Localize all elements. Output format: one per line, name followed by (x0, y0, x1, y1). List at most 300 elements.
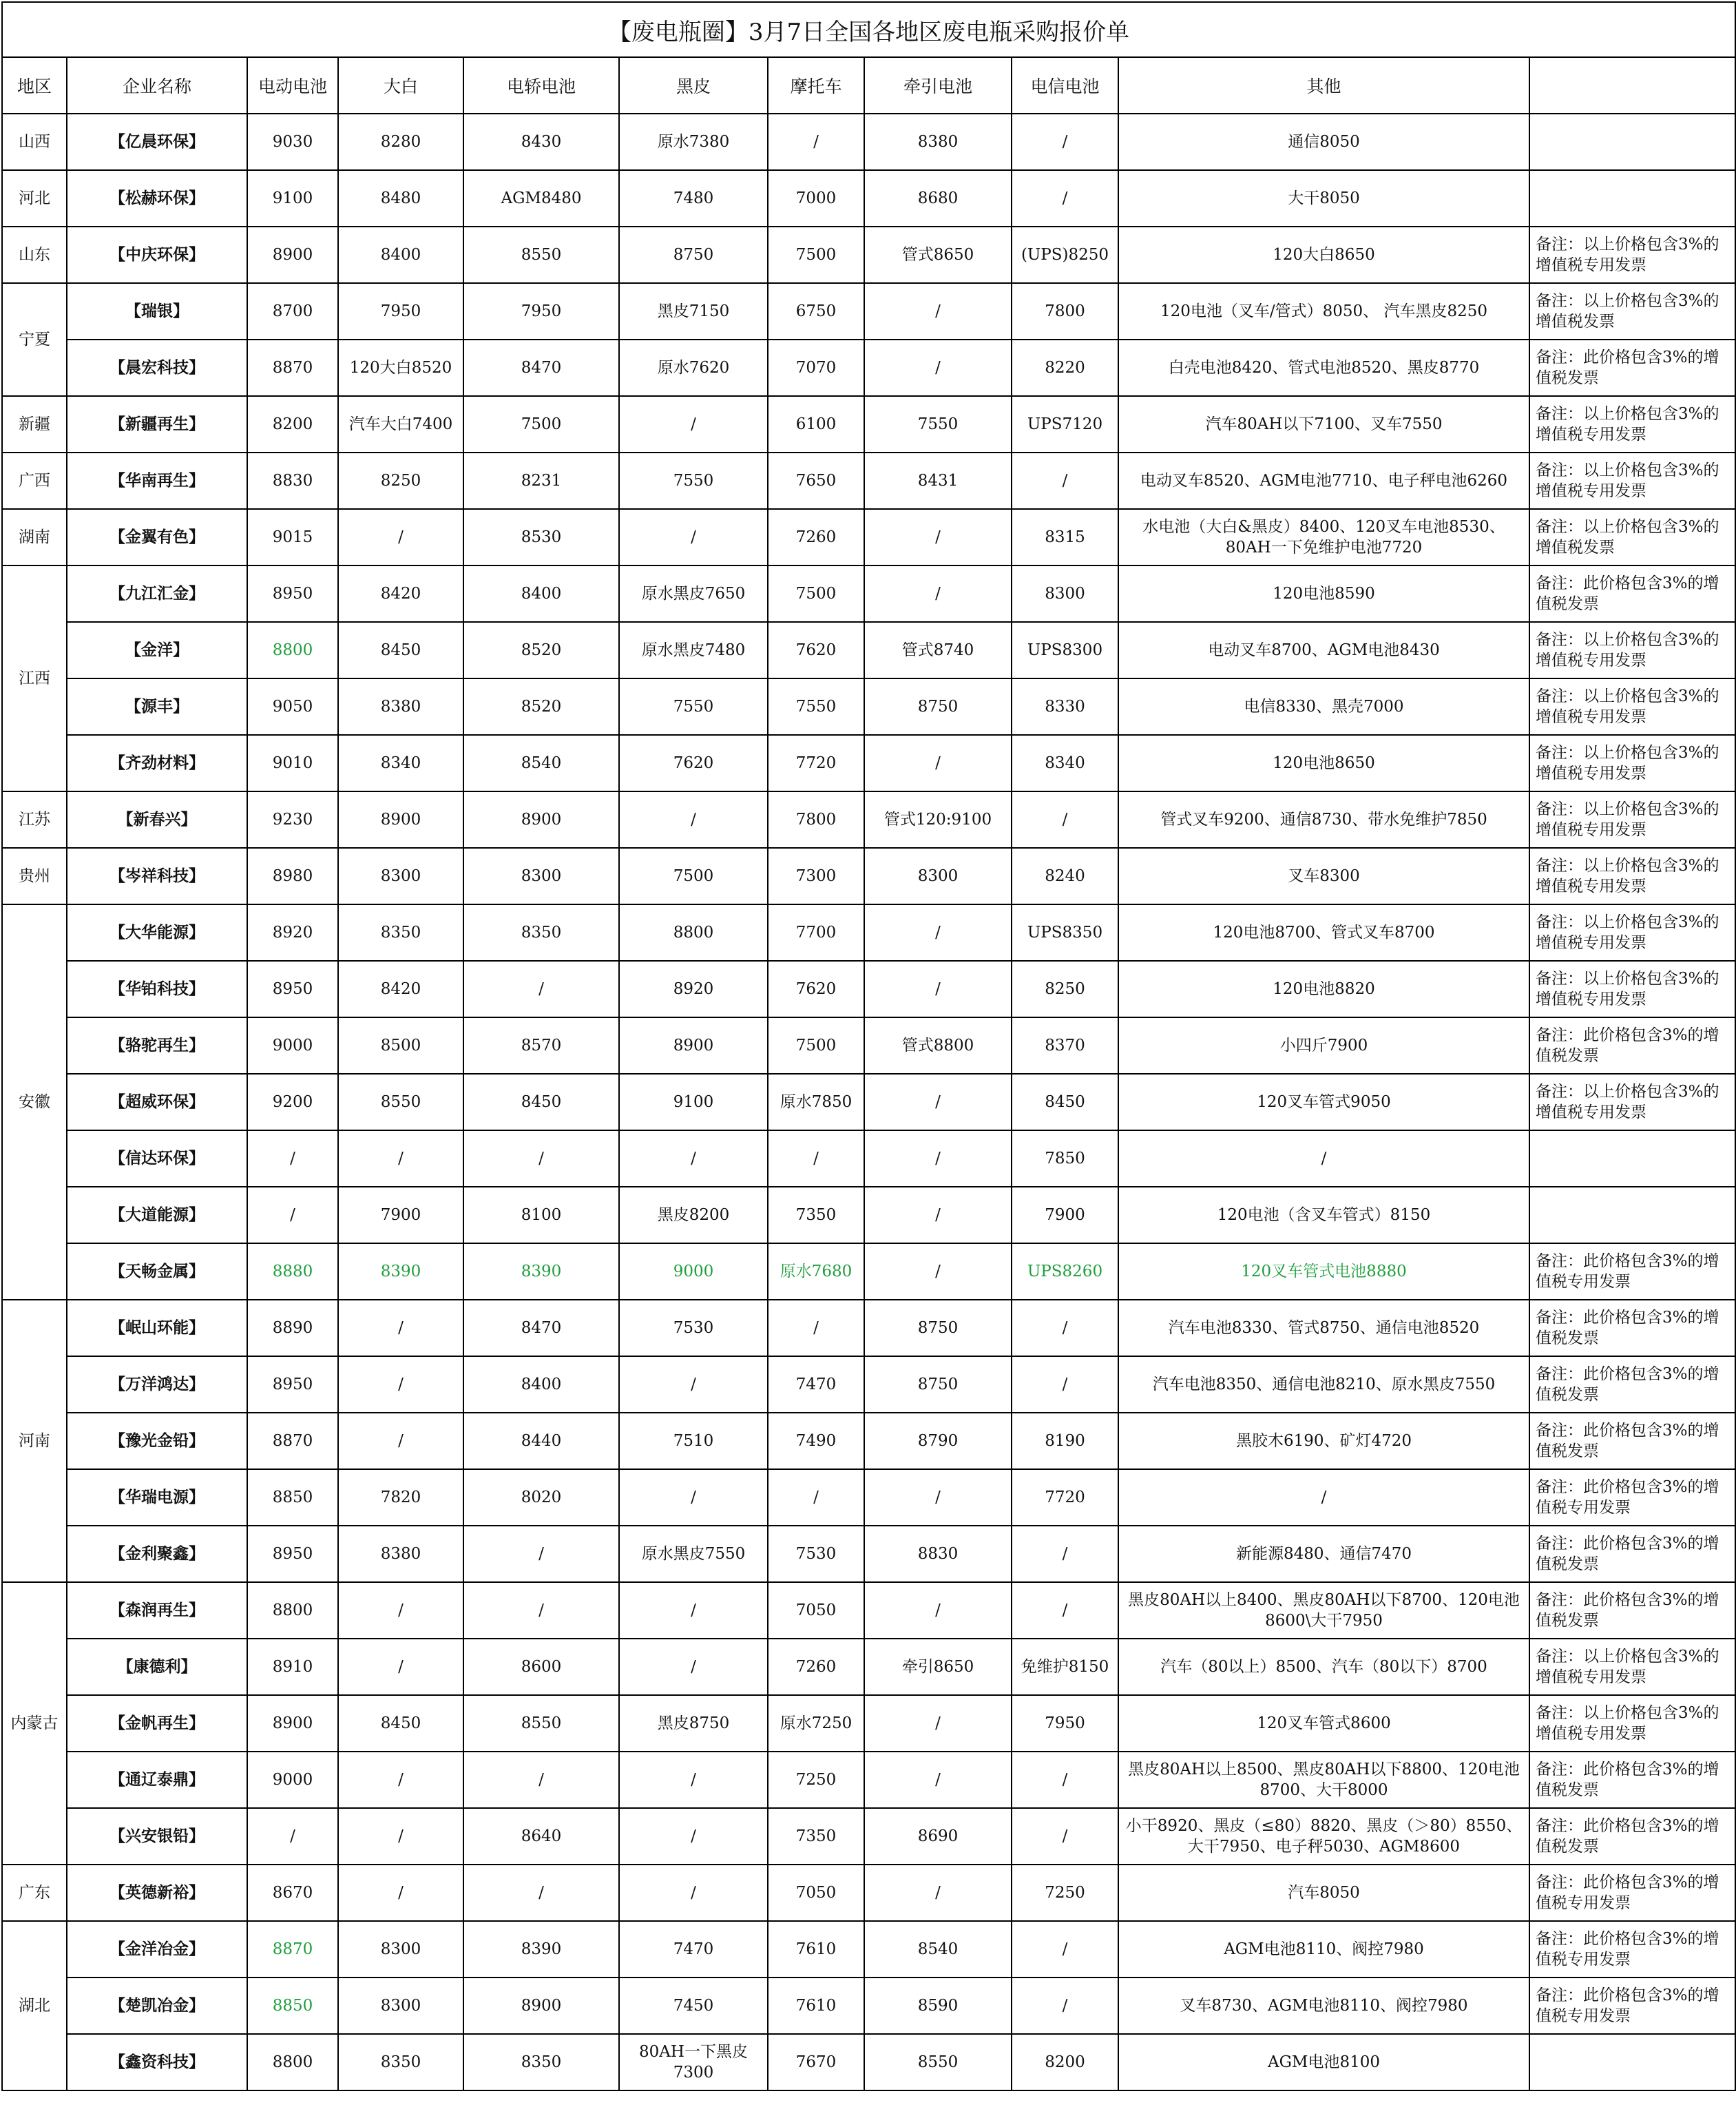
price-ev-battery: 8670 (247, 1865, 338, 1921)
note-cell: 备注：此价格包含3%的增值税发票 (1529, 565, 1735, 622)
price-white-shell: / (338, 1865, 463, 1921)
price-white-shell: 8390 (338, 1243, 463, 1300)
price-white-shell: 8500 (338, 1017, 463, 1074)
price-other: AGM电池8110、阀控7980 (1118, 1921, 1529, 1978)
price-ev-battery: 8800 (247, 2034, 338, 2090)
price-telecom-battery: 7950 (1012, 1695, 1118, 1752)
note-cell: 备注：此价格包含3%的增值税发票 (1529, 1017, 1735, 1074)
price-car-battery: 8600 (463, 1639, 619, 1695)
price-traction-battery: / (864, 1469, 1012, 1526)
company-name: 【豫光金铅】 (67, 1413, 247, 1469)
price-telecom-battery: (UPS)8250 (1012, 227, 1118, 283)
price-car-battery: / (463, 961, 619, 1017)
price-telecom-battery: 8330 (1012, 678, 1118, 735)
region-cell: 山西 (2, 114, 67, 170)
price-other: 大干8050 (1118, 170, 1529, 227)
price-traction-battery: / (864, 1187, 1012, 1243)
region-cell: 江西 (2, 565, 67, 791)
price-other: 小干8920、黑皮（≤80）8820、黑皮（＞80）8550、大干7950、电子秤5030、AGM8600 (1118, 1808, 1529, 1865)
price-ev-battery: 8950 (247, 1526, 338, 1582)
price-ev-battery: 9100 (247, 170, 338, 227)
price-motorcycle: 7610 (768, 1978, 864, 2034)
price-table (1, 1, 1736, 2091)
price-motorcycle: 7800 (768, 791, 864, 848)
company-name: 【金洋】 (67, 622, 247, 678)
company-name: 【信达环保】 (67, 1130, 247, 1187)
region-cell: 宁夏 (2, 283, 67, 396)
price-telecom-battery: 7800 (1012, 283, 1118, 340)
price-traction-battery: 8750 (864, 1356, 1012, 1413)
price-other: 汽车8050 (1118, 1865, 1529, 1921)
price-car-battery: 8550 (463, 227, 619, 283)
price-traction-battery: / (864, 509, 1012, 565)
price-motorcycle: 7490 (768, 1413, 864, 1469)
price-other: AGM电池8100 (1118, 2034, 1529, 2090)
company-name: 【楚凯冶金】 (67, 1978, 247, 2034)
company-name: 【齐劲材料】 (67, 735, 247, 791)
price-white-shell: 8250 (338, 453, 463, 509)
header-note (1529, 57, 1735, 114)
price-car-battery: 8470 (463, 1300, 619, 1356)
price-other: 汽车80AH以下7100、叉车7550 (1118, 396, 1529, 453)
price-ev-battery: 8950 (247, 1356, 338, 1413)
price-traction-battery: / (864, 340, 1012, 396)
price-motorcycle: 7000 (768, 170, 864, 227)
price-car-battery: / (463, 1752, 619, 1808)
header-motorcycle: 摩托车 (768, 57, 864, 114)
table-row (2, 1300, 1735, 1356)
price-car-battery: 8390 (463, 1243, 619, 1300)
price-traction-battery: / (864, 1243, 1012, 1300)
price-traction-battery: 8790 (864, 1413, 1012, 1469)
price-black-shell: / (619, 1865, 768, 1921)
price-other: 电动叉车8520、AGM电池7710、电子秤电池6260 (1118, 453, 1529, 509)
price-black-shell: / (619, 396, 768, 453)
price-black-shell: 7450 (619, 1978, 768, 2034)
company-name: 【华铂科技】 (67, 961, 247, 1017)
price-traction-battery: / (864, 1752, 1012, 1808)
price-black-shell: 9000 (619, 1243, 768, 1300)
price-traction-battery: / (864, 1582, 1012, 1639)
price-white-shell: / (338, 509, 463, 565)
price-black-shell: / (619, 1356, 768, 1413)
company-name: 【亿晨环保】 (67, 114, 247, 170)
company-name: 【金洋冶金】 (67, 1921, 247, 1978)
price-traction-battery: 8540 (864, 1921, 1012, 1978)
price-white-shell: / (338, 1808, 463, 1865)
price-white-shell: / (338, 1639, 463, 1695)
company-name: 【兴安银铅】 (67, 1808, 247, 1865)
price-white-shell: 8300 (338, 1921, 463, 1978)
price-black-shell: 7550 (619, 678, 768, 735)
price-car-battery: 8470 (463, 340, 619, 396)
company-name: 【瑞银】 (67, 283, 247, 340)
price-ev-battery: 8870 (247, 340, 338, 396)
table-row (2, 283, 1735, 340)
price-ev-battery: 8800 (247, 1582, 338, 1639)
price-other: 120大白8650 (1118, 227, 1529, 283)
region-cell: 广东 (2, 1865, 67, 1921)
price-ev-battery: 8980 (247, 848, 338, 904)
price-telecom-battery: / (1012, 1978, 1118, 2034)
price-other: 120电池8650 (1118, 735, 1529, 791)
table-row (2, 1978, 1735, 2034)
price-white-shell: 8450 (338, 1695, 463, 1752)
table-row (2, 1074, 1735, 1130)
company-name: 【岑祥科技】 (67, 848, 247, 904)
price-motorcycle: 7500 (768, 1017, 864, 1074)
price-motorcycle: 7610 (768, 1921, 864, 1978)
price-black-shell: 原水7380 (619, 114, 768, 170)
note-cell: 备注：此价格包含3%的增值税发票 (1529, 1526, 1735, 1582)
price-traction-battery: / (864, 565, 1012, 622)
price-other: 汽车电池8330、管式8750、通信电池8520 (1118, 1300, 1529, 1356)
price-car-battery: / (463, 1865, 619, 1921)
price-car-battery: 8540 (463, 735, 619, 791)
price-black-shell: 7530 (619, 1300, 768, 1356)
price-white-shell: 7950 (338, 283, 463, 340)
price-motorcycle: 7260 (768, 509, 864, 565)
table-row (2, 1526, 1735, 1582)
note-cell: 备注：此价格包含3%的增值税专用发票 (1529, 1921, 1735, 1978)
price-traction-battery: 牵引8650 (864, 1639, 1012, 1695)
price-traction-battery: 8550 (864, 2034, 1012, 2090)
table-row (2, 340, 1735, 396)
price-telecom-battery: / (1012, 1752, 1118, 1808)
price-telecom-battery: UPS8300 (1012, 622, 1118, 678)
header-company: 企业名称 (67, 57, 247, 114)
price-car-battery: / (463, 1130, 619, 1187)
company-name: 【鑫资科技】 (67, 2034, 247, 2090)
note-cell: 备注：以上价格包含3%的增值税专用发票 (1529, 1074, 1735, 1130)
price-other: / (1118, 1469, 1529, 1526)
price-traction-battery: 8690 (864, 1808, 1012, 1865)
table-row (2, 1017, 1735, 1074)
price-telecom-battery: / (1012, 114, 1118, 170)
price-telecom-battery: / (1012, 453, 1118, 509)
table-row (2, 904, 1735, 961)
price-white-shell: / (338, 1413, 463, 1469)
price-telecom-battery: / (1012, 791, 1118, 848)
price-traction-battery: / (864, 1074, 1012, 1130)
company-name: 【英德新裕】 (67, 1865, 247, 1921)
price-motorcycle: 7650 (768, 453, 864, 509)
price-motorcycle: 7350 (768, 1808, 864, 1865)
price-other: 汽车（80以上）8500、汽车（80以下）8700 (1118, 1639, 1529, 1695)
company-name: 【万洋鸿达】 (67, 1356, 247, 1413)
price-traction-battery: 8380 (864, 114, 1012, 170)
note-cell (1529, 114, 1735, 170)
price-car-battery: 8350 (463, 2034, 619, 2090)
price-black-shell: / (619, 791, 768, 848)
price-ev-battery: 8870 (247, 1413, 338, 1469)
price-motorcycle: 7620 (768, 622, 864, 678)
note-cell: 备注：此价格包含3%的增值税专用发票 (1529, 1243, 1735, 1300)
note-cell: 备注：以上价格包含3%的增值税发票 (1529, 509, 1735, 565)
price-traction-battery: / (864, 1130, 1012, 1187)
price-car-battery: 8350 (463, 904, 619, 961)
price-telecom-battery: / (1012, 1582, 1118, 1639)
table-row (2, 170, 1735, 227)
region-cell: 湖北 (2, 1921, 67, 2090)
price-other: 黑皮80AH以上8500、黑皮80AH以下8800、120电池8700、大干8000 (1118, 1752, 1529, 1808)
price-motorcycle: 7250 (768, 1752, 864, 1808)
price-car-battery: 8530 (463, 509, 619, 565)
table-row (2, 848, 1735, 904)
note-cell: 备注：以上价格包含3%的增值税专用发票 (1529, 791, 1735, 848)
price-telecom-battery: 8220 (1012, 340, 1118, 396)
region-cell: 安徽 (2, 904, 67, 1300)
price-telecom-battery: / (1012, 1300, 1118, 1356)
price-black-shell: / (619, 509, 768, 565)
price-white-shell: 8400 (338, 227, 463, 283)
price-black-shell: / (619, 1469, 768, 1526)
price-motorcycle: 7500 (768, 565, 864, 622)
price-white-shell: 8420 (338, 961, 463, 1017)
table-row (2, 565, 1735, 622)
price-ev-battery: 9000 (247, 1017, 338, 1074)
price-other: 叉车8300 (1118, 848, 1529, 904)
price-other: 通信8050 (1118, 114, 1529, 170)
region-cell: 河北 (2, 170, 67, 227)
price-motorcycle: 7070 (768, 340, 864, 396)
company-name: 【康德利】 (67, 1639, 247, 1695)
price-traction-battery: / (864, 1695, 1012, 1752)
price-ev-battery: 9015 (247, 509, 338, 565)
price-motorcycle: / (768, 114, 864, 170)
price-other: 新能源8480、通信7470 (1118, 1526, 1529, 1582)
price-white-shell: / (338, 1300, 463, 1356)
price-telecom-battery: 8315 (1012, 509, 1118, 565)
note-cell: 备注：此价格包含3%的增值税发票 (1529, 1300, 1735, 1356)
region-cell: 贵州 (2, 848, 67, 904)
price-car-battery: AGM8480 (463, 170, 619, 227)
table-row (2, 1639, 1735, 1695)
note-cell: 备注：以上价格包含3%的增值税专用发票 (1529, 1639, 1735, 1695)
note-cell: 备注：此价格包含3%的增值税发票 (1529, 1808, 1735, 1865)
price-black-shell: 9100 (619, 1074, 768, 1130)
price-traction-battery: 8300 (864, 848, 1012, 904)
price-motorcycle: 7550 (768, 678, 864, 735)
price-black-shell: 原水黑皮7550 (619, 1526, 768, 1582)
company-name: 【金利聚鑫】 (67, 1526, 247, 1582)
price-white-shell: 120大白8520 (338, 340, 463, 396)
price-white-shell: / (338, 1752, 463, 1808)
header-black-shell: 黑皮 (619, 57, 768, 114)
price-ev-battery: 9000 (247, 1752, 338, 1808)
price-other: 120电池（叉车/管式）8050、 汽车黑皮8250 (1118, 283, 1529, 340)
note-cell: 备注：以上价格包含3%的增值税专用发票 (1529, 453, 1735, 509)
company-name: 【华南再生】 (67, 453, 247, 509)
company-name: 【骆驼再生】 (67, 1017, 247, 1074)
price-telecom-battery: 8370 (1012, 1017, 1118, 1074)
region-cell: 新疆 (2, 396, 67, 453)
region-cell: 内蒙古 (2, 1582, 67, 1865)
price-telecom-battery: 8190 (1012, 1413, 1118, 1469)
table-row (2, 2034, 1735, 2090)
company-name: 【源丰】 (67, 678, 247, 735)
price-motorcycle: 7300 (768, 848, 864, 904)
price-other: 120叉车管式电池8880 (1118, 1243, 1529, 1300)
price-black-shell: / (619, 1582, 768, 1639)
company-name: 【九江汇金】 (67, 565, 247, 622)
price-ev-battery: 8200 (247, 396, 338, 453)
price-telecom-battery: 8450 (1012, 1074, 1118, 1130)
price-car-battery: 8520 (463, 678, 619, 735)
price-car-battery: 8440 (463, 1413, 619, 1469)
price-ev-battery: 8920 (247, 904, 338, 961)
price-white-shell: 8300 (338, 848, 463, 904)
price-white-shell: 8550 (338, 1074, 463, 1130)
price-ev-battery: 8890 (247, 1300, 338, 1356)
price-white-shell: 8380 (338, 1526, 463, 1582)
price-ev-battery: 8900 (247, 1695, 338, 1752)
table-row (2, 1808, 1735, 1865)
company-name: 【华瑞电源】 (67, 1469, 247, 1526)
price-telecom-battery: / (1012, 1921, 1118, 1978)
note-cell: 备注：以上价格包含3%的增值税专用发票 (1529, 396, 1735, 453)
region-cell: 湖南 (2, 509, 67, 565)
note-cell: 备注：以上价格包含3%的增值税专用发票 (1529, 904, 1735, 961)
price-telecom-battery: / (1012, 1526, 1118, 1582)
price-black-shell: 7550 (619, 453, 768, 509)
price-telecom-battery: 8340 (1012, 735, 1118, 791)
region-cell: 河南 (2, 1300, 67, 1582)
price-car-battery: 8520 (463, 622, 619, 678)
table-row (2, 622, 1735, 678)
region-cell: 广西 (2, 453, 67, 509)
price-traction-battery: 8750 (864, 1300, 1012, 1356)
table-row (2, 1695, 1735, 1752)
price-traction-battery: 管式120:9100 (864, 791, 1012, 848)
note-cell: 备注：以上价格包含3%的增值税发票 (1529, 283, 1735, 340)
table-row (2, 735, 1735, 791)
note-cell: 备注：此价格包含3%的增值税发票 (1529, 340, 1735, 396)
note-cell: 备注：此价格包含3%的增值税专用发票 (1529, 1469, 1735, 1526)
table-row (2, 114, 1735, 170)
price-black-shell: / (619, 1808, 768, 1865)
table-row (2, 227, 1735, 283)
price-traction-battery: 管式8800 (864, 1017, 1012, 1074)
note-cell: 备注：以上价格包含3%的增值税专用发票 (1529, 848, 1735, 904)
price-white-shell: 8350 (338, 2034, 463, 2090)
price-traction-battery: / (864, 961, 1012, 1017)
price-other: 白壳电池8420、管式电池8520、黑皮8770 (1118, 340, 1529, 396)
price-ev-battery: 8880 (247, 1243, 338, 1300)
price-telecom-battery: 7850 (1012, 1130, 1118, 1187)
price-ev-battery: 8800 (247, 622, 338, 678)
price-black-shell: 8800 (619, 904, 768, 961)
header-ev-battery: 电动电池 (247, 57, 338, 114)
price-telecom-battery: UPS7120 (1012, 396, 1118, 453)
price-white-shell: 8450 (338, 622, 463, 678)
price-white-shell: / (338, 1582, 463, 1639)
price-white-shell: 8280 (338, 114, 463, 170)
price-other: 黑胶木6190、矿灯4720 (1118, 1413, 1529, 1469)
price-white-shell: 8300 (338, 1978, 463, 2034)
company-name: 【新春兴】 (67, 791, 247, 848)
table-row (2, 1413, 1735, 1469)
price-motorcycle: 7530 (768, 1526, 864, 1582)
table-row (2, 791, 1735, 848)
price-traction-battery: 8750 (864, 678, 1012, 735)
note-cell (1529, 2034, 1735, 2090)
price-traction-battery: 8590 (864, 1978, 1012, 2034)
company-name: 【松赫环保】 (67, 170, 247, 227)
note-cell: 备注：以上价格包含3%的增值税专用发票 (1529, 678, 1735, 735)
note-cell: 备注：此价格包含3%的增值税专用发票 (1529, 1978, 1735, 2034)
price-motorcycle: 7260 (768, 1639, 864, 1695)
price-black-shell: / (619, 1130, 768, 1187)
header-traction-battery: 牵引电池 (864, 57, 1012, 114)
note-cell: 备注：此价格包含3%的增值税发票 (1529, 1752, 1735, 1808)
price-other: 汽车电池8350、通信电池8210、原水黑皮7550 (1118, 1356, 1529, 1413)
note-cell: 备注：此价格包含3%的增值税专用发票 (1529, 1865, 1735, 1921)
price-traction-battery: 管式8740 (864, 622, 1012, 678)
price-motorcycle: / (768, 1130, 864, 1187)
price-motorcycle: 7050 (768, 1865, 864, 1921)
price-black-shell: 黑皮8200 (619, 1187, 768, 1243)
price-black-shell: 原水7620 (619, 340, 768, 396)
price-motorcycle: / (768, 1469, 864, 1526)
price-traction-battery: / (864, 904, 1012, 961)
table-row (2, 1582, 1735, 1639)
price-traction-battery: 8830 (864, 1526, 1012, 1582)
price-car-battery: 8400 (463, 565, 619, 622)
table-row (2, 1356, 1735, 1413)
price-motorcycle: 原水7250 (768, 1695, 864, 1752)
price-motorcycle: 7350 (768, 1187, 864, 1243)
price-ev-battery: 9200 (247, 1074, 338, 1130)
price-other: 水电池（大白&黑皮）8400、120叉车电池8530、80AH一下免维护电池7720 (1118, 509, 1529, 565)
price-ev-battery: 8830 (247, 453, 338, 509)
price-car-battery: 8900 (463, 791, 619, 848)
company-name: 【大华能源】 (67, 904, 247, 961)
table-row (2, 1243, 1735, 1300)
price-ev-battery: 8900 (247, 227, 338, 283)
header-other: 其他 (1118, 57, 1529, 114)
company-name: 【超威环保】 (67, 1074, 247, 1130)
region-cell: 江苏 (2, 791, 67, 848)
price-ev-battery: 8850 (247, 1469, 338, 1526)
price-car-battery: 8300 (463, 848, 619, 904)
price-black-shell: 8750 (619, 227, 768, 283)
price-traction-battery: 管式8650 (864, 227, 1012, 283)
price-telecom-battery: / (1012, 1808, 1118, 1865)
region-cell: 山东 (2, 227, 67, 283)
price-telecom-battery: 7250 (1012, 1865, 1118, 1921)
price-telecom-battery: 7900 (1012, 1187, 1118, 1243)
price-telecom-battery: 8240 (1012, 848, 1118, 904)
price-traction-battery: / (864, 735, 1012, 791)
price-car-battery: 7950 (463, 283, 619, 340)
table-row (2, 1469, 1735, 1526)
price-motorcycle: 7620 (768, 961, 864, 1017)
price-black-shell: / (619, 1752, 768, 1808)
price-other: 120电池8700、管式叉车8700 (1118, 904, 1529, 961)
price-telecom-battery: UPS8260 (1012, 1243, 1118, 1300)
price-other: 120电池8590 (1118, 565, 1529, 622)
price-other: 小四斤7900 (1118, 1017, 1529, 1074)
company-name: 【晨宏科技】 (67, 340, 247, 396)
price-black-shell: 原水黑皮7650 (619, 565, 768, 622)
price-other: 电动叉车8700、AGM电池8430 (1118, 622, 1529, 678)
price-telecom-battery: 8200 (1012, 2034, 1118, 2090)
price-black-shell: 7470 (619, 1921, 768, 1978)
price-ev-battery: 8950 (247, 565, 338, 622)
price-black-shell: 7480 (619, 170, 768, 227)
price-motorcycle: 6100 (768, 396, 864, 453)
